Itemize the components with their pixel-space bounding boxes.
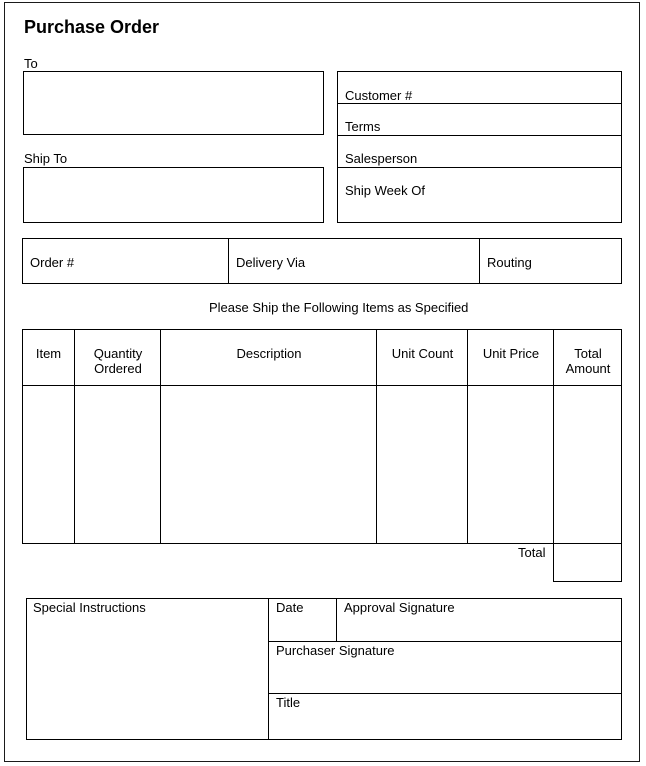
purchaser-signature-label: Purchaser Signature — [276, 643, 395, 658]
page-title: Purchase Order — [24, 17, 160, 37]
footer-box — [26, 598, 622, 740]
order-number-label: Order # — [30, 255, 75, 270]
column-header-total: Total — [574, 346, 602, 361]
salesperson-label: Salesperson — [345, 151, 418, 166]
column-header-description: Description — [236, 346, 302, 361]
column-header-unit-price: Unit Price — [482, 346, 540, 361]
column-header-quantity-2: Ordered — [94, 361, 142, 376]
divider — [268, 641, 622, 642]
ship-to-field[interactable] — [23, 167, 324, 223]
date-label: Date — [276, 600, 304, 615]
order-row — [22, 238, 622, 284]
divider — [479, 238, 480, 284]
column-header-quantity: Quantity — [93, 346, 143, 361]
column-header-unit-count: Unit Count — [391, 346, 454, 361]
ship-to-label: Ship To — [24, 151, 68, 166]
divider — [336, 598, 337, 641]
divider — [268, 693, 622, 694]
column-header-item: Item — [35, 346, 62, 361]
terms-label: Terms — [345, 119, 381, 134]
ship-instruction: Please Ship the Following Items as Specified — [209, 300, 469, 315]
to-field[interactable] — [23, 71, 324, 135]
divider — [228, 238, 229, 284]
total-field[interactable] — [553, 543, 622, 582]
ship-week-of-label: Ship Week Of — [345, 183, 425, 198]
divider — [337, 167, 622, 168]
column-divider — [376, 329, 377, 544]
table-header-divider — [22, 385, 622, 386]
divider — [337, 135, 622, 136]
customer-number-label: Customer # — [345, 88, 413, 103]
routing-label: Routing — [487, 255, 532, 270]
total-label: Total — [518, 545, 546, 560]
title-label: Title — [276, 695, 301, 710]
to-label: To — [24, 56, 38, 71]
delivery-via-label: Delivery Via — [236, 255, 306, 270]
approval-signature-label: Approval Signature — [344, 600, 455, 615]
column-divider — [467, 329, 468, 544]
divider — [268, 598, 269, 740]
divider — [337, 103, 622, 104]
column-header-total-2: Amount — [565, 361, 611, 376]
special-instructions-label: Special Instructions — [33, 600, 146, 615]
